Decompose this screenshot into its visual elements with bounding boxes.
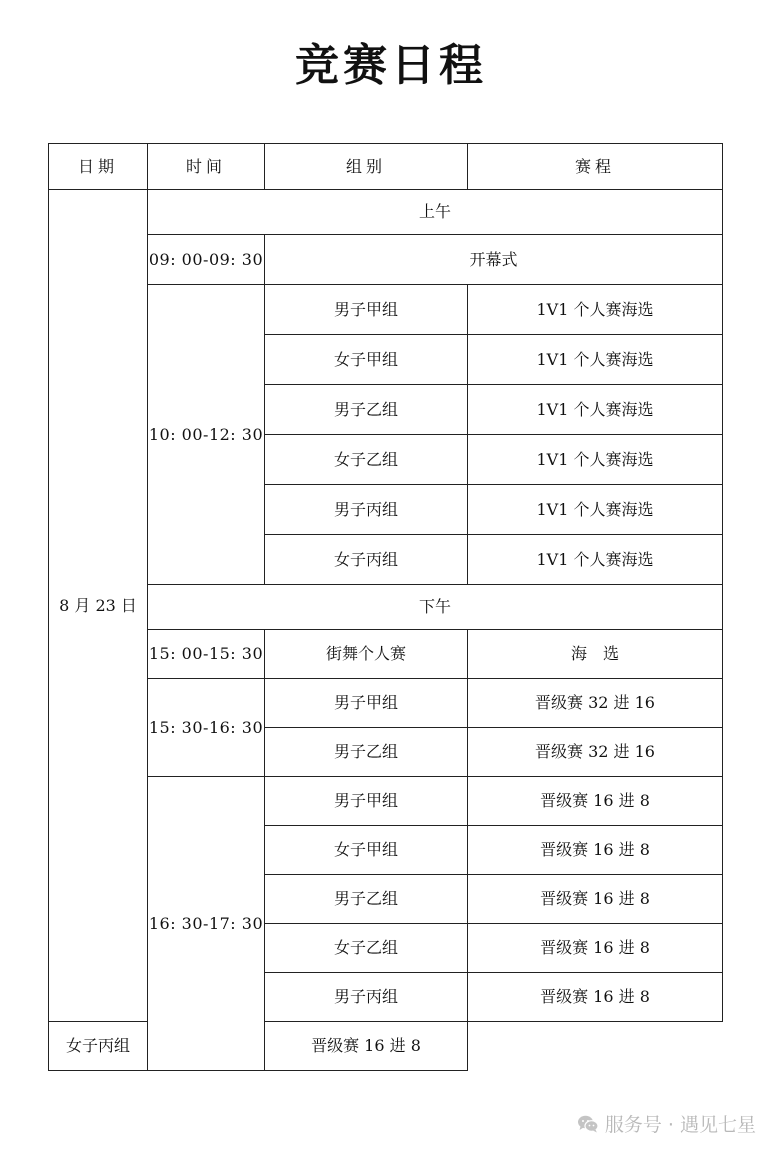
round-cell: 晋级赛 16 进 8 [468,777,723,826]
group-cell: 男子甲组 [265,679,468,728]
round-cell: 1V1 个人赛海选 [468,485,723,535]
group-cell: 男子乙组 [265,728,468,777]
group-cell: 女子丙组 [265,535,468,585]
opening-ceremony-cell: 开幕式 [265,235,723,285]
watermark [577,1110,756,1137]
group-cell: 男子丙组 [265,485,468,535]
header-time: 时间 [148,144,265,190]
group-cell: 女子乙组 [265,435,468,485]
section-afternoon-label: 下午 [148,585,723,630]
round-cell: 1V1 个人赛海选 [468,435,723,485]
group-cell: 男子甲组 [265,777,468,826]
round-cell: 1V1 个人赛海选 [468,385,723,435]
wechat-icon [577,1114,599,1134]
schedule-table [48,143,723,1071]
round-cell: 1V1 个人赛海选 [468,285,723,335]
group-cell: 男子乙组 [265,385,468,435]
page-title: 竞赛日程 [295,40,487,91]
round-cell: 晋级赛 16 进 8 [265,1022,468,1071]
date-cell: 8 月 23 日 [49,190,148,1022]
round-cell: 1V1 个人赛海选 [468,335,723,385]
table-row [49,777,723,826]
round-cell: 晋级赛 16 进 8 [468,973,723,1022]
group-cell: 女子甲组 [265,335,468,385]
round-cell: 1V1 个人赛海选 [468,535,723,585]
table-row [49,679,723,728]
table-row [49,630,723,679]
watermark-text: 服务号 · 遇见七星 [604,1114,756,1136]
round-cell: 海 选 [468,630,723,679]
group-cell: 男子甲组 [265,285,468,335]
time-cell: 09: 00-09: 30 [148,235,265,285]
round-cell: 晋级赛 16 进 8 [468,924,723,973]
header-date: 日期 [49,144,148,190]
time-cell: 15: 00-15: 30 [148,630,265,679]
time-cell: 10: 00-12: 30 [148,285,265,585]
table-row [49,190,723,235]
table-header-row [49,144,723,190]
group-cell: 女子丙组 [49,1022,148,1071]
round-cell: 晋级赛 32 进 16 [468,679,723,728]
time-cell: 15: 30-16: 30 [148,679,265,777]
table-row [49,235,723,285]
round-cell: 晋级赛 16 进 8 [468,875,723,924]
table-row [49,285,723,335]
header-schedule: 赛程 [468,144,723,190]
group-cell: 女子乙组 [265,924,468,973]
round-cell: 晋级赛 16 进 8 [468,826,723,875]
table-row [49,585,723,630]
group-cell: 男子乙组 [265,875,468,924]
time-cell: 16: 30-17: 30 [148,777,265,1071]
header-group: 组别 [265,144,468,190]
group-cell: 街舞个人赛 [265,630,468,679]
round-cell: 晋级赛 32 进 16 [468,728,723,777]
group-cell: 男子丙组 [265,973,468,1022]
group-cell: 女子甲组 [265,826,468,875]
section-morning-label: 上午 [148,190,723,235]
